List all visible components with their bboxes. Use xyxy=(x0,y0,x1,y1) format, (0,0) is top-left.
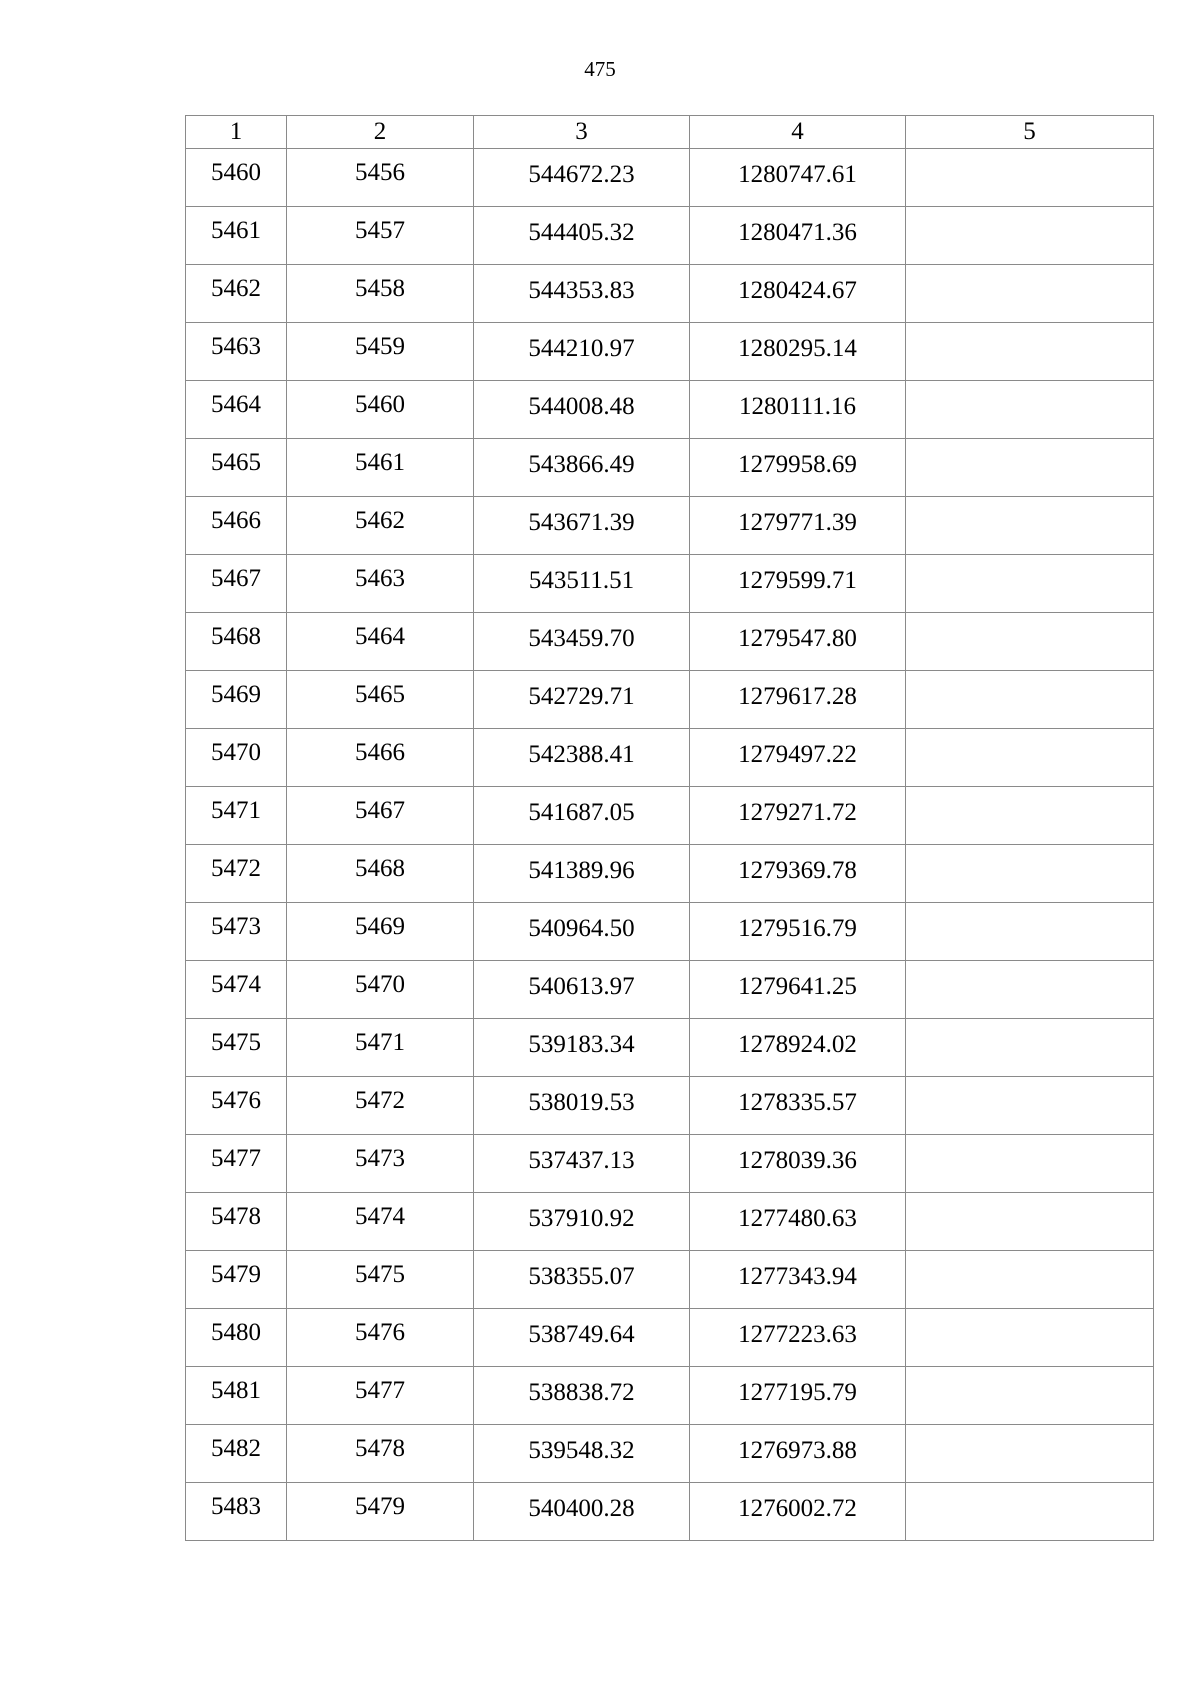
table-cell: 5471 xyxy=(186,787,287,845)
table-cell: 1277223.63 xyxy=(690,1309,906,1367)
table-row xyxy=(186,1309,1154,1367)
table-cell: 541687.05 xyxy=(474,787,690,845)
table-cell: 5457 xyxy=(287,207,474,265)
table-cell: 538749.64 xyxy=(474,1309,690,1367)
table-row xyxy=(186,207,1154,265)
table-cell: 544405.32 xyxy=(474,207,690,265)
table-cell: 540613.97 xyxy=(474,961,690,1019)
table-cell: 1279599.71 xyxy=(690,555,906,613)
column-header: 1 xyxy=(186,116,287,149)
table-cell: 1279547.80 xyxy=(690,613,906,671)
table-row xyxy=(186,961,1154,1019)
table-cell: 5478 xyxy=(287,1425,474,1483)
table-cell xyxy=(906,149,1154,207)
table-cell: 1280111.16 xyxy=(690,381,906,439)
table-cell: 5476 xyxy=(287,1309,474,1367)
table-cell: 538019.53 xyxy=(474,1077,690,1135)
table-row xyxy=(186,845,1154,903)
table-cell: 543511.51 xyxy=(474,555,690,613)
table-cell xyxy=(906,1483,1154,1541)
column-header: 3 xyxy=(474,116,690,149)
table-cell: 5468 xyxy=(287,845,474,903)
table-cell: 5472 xyxy=(186,845,287,903)
table-row xyxy=(186,1483,1154,1541)
table-cell xyxy=(906,1309,1154,1367)
table-cell xyxy=(906,265,1154,323)
table-cell: 5465 xyxy=(186,439,287,497)
table-cell: 5481 xyxy=(186,1367,287,1425)
table-cell: 539183.34 xyxy=(474,1019,690,1077)
table-cell xyxy=(906,961,1154,1019)
table-cell: 1279617.28 xyxy=(690,671,906,729)
column-header: 4 xyxy=(690,116,906,149)
table-row xyxy=(186,671,1154,729)
table-cell: 1278039.36 xyxy=(690,1135,906,1193)
table-row xyxy=(186,555,1154,613)
table-cell: 1279516.79 xyxy=(690,903,906,961)
table-cell xyxy=(906,903,1154,961)
coordinates-table xyxy=(185,115,1154,1541)
table-cell xyxy=(906,1135,1154,1193)
table-cell: 5460 xyxy=(186,149,287,207)
table-cell: 1278335.57 xyxy=(690,1077,906,1135)
table-cell: 5461 xyxy=(287,439,474,497)
table-cell xyxy=(906,729,1154,787)
table-cell: 5475 xyxy=(287,1251,474,1309)
table-row xyxy=(186,149,1154,207)
table-cell: 543459.70 xyxy=(474,613,690,671)
table-cell: 1276002.72 xyxy=(690,1483,906,1541)
table-cell: 5462 xyxy=(186,265,287,323)
table-row xyxy=(186,381,1154,439)
table-cell: 5473 xyxy=(287,1135,474,1193)
table-cell: 1279271.72 xyxy=(690,787,906,845)
table-cell: 5478 xyxy=(186,1193,287,1251)
table-cell: 5460 xyxy=(287,381,474,439)
table-cell: 5466 xyxy=(186,497,287,555)
table-cell xyxy=(906,1193,1154,1251)
table-row xyxy=(186,1019,1154,1077)
table-row xyxy=(186,1425,1154,1483)
table-cell xyxy=(906,497,1154,555)
table-cell: 5473 xyxy=(186,903,287,961)
table-cell: 5467 xyxy=(186,555,287,613)
table-row xyxy=(186,903,1154,961)
table-row xyxy=(186,613,1154,671)
table-cell: 1276973.88 xyxy=(690,1425,906,1483)
table-cell: 1277195.79 xyxy=(690,1367,906,1425)
table-cell: 5475 xyxy=(186,1019,287,1077)
page-number: 475 xyxy=(584,57,616,81)
table-cell xyxy=(906,1077,1154,1135)
table-cell: 537910.92 xyxy=(474,1193,690,1251)
table-cell: 5471 xyxy=(287,1019,474,1077)
table-cell: 5483 xyxy=(186,1483,287,1541)
table-row xyxy=(186,439,1154,497)
column-header: 5 xyxy=(906,116,1154,149)
table-cell: 1279369.78 xyxy=(690,845,906,903)
table-cell: 539548.32 xyxy=(474,1425,690,1483)
table-cell: 544008.48 xyxy=(474,381,690,439)
table-cell: 1279497.22 xyxy=(690,729,906,787)
table-cell: 1279958.69 xyxy=(690,439,906,497)
table-cell: 5461 xyxy=(186,207,287,265)
table-cell xyxy=(906,613,1154,671)
table-header-row xyxy=(186,116,1154,149)
table-cell xyxy=(906,671,1154,729)
table-cell xyxy=(906,1425,1154,1483)
table-cell xyxy=(906,207,1154,265)
table-cell: 1278924.02 xyxy=(690,1019,906,1077)
table-cell: 5477 xyxy=(287,1367,474,1425)
table-cell: 5463 xyxy=(186,323,287,381)
table-cell: 5464 xyxy=(186,381,287,439)
table-cell: 5477 xyxy=(186,1135,287,1193)
table-cell: 5469 xyxy=(186,671,287,729)
table-cell: 538838.72 xyxy=(474,1367,690,1425)
table-cell: 5468 xyxy=(186,613,287,671)
table-cell: 544672.23 xyxy=(474,149,690,207)
table-cell: 5456 xyxy=(287,149,474,207)
table-row xyxy=(186,497,1154,555)
table-cell: 5476 xyxy=(186,1077,287,1135)
table-row xyxy=(186,729,1154,787)
table-cell xyxy=(906,1019,1154,1077)
table-cell: 5470 xyxy=(287,961,474,1019)
table-cell: 5458 xyxy=(287,265,474,323)
table-cell: 541389.96 xyxy=(474,845,690,903)
table-cell: 1280471.36 xyxy=(690,207,906,265)
table-row xyxy=(186,1193,1154,1251)
table-cell: 1279771.39 xyxy=(690,497,906,555)
table-cell: 542729.71 xyxy=(474,671,690,729)
table-cell: 5467 xyxy=(287,787,474,845)
table-cell: 544210.97 xyxy=(474,323,690,381)
table-cell: 537437.13 xyxy=(474,1135,690,1193)
table-row xyxy=(186,1135,1154,1193)
table-cell: 5469 xyxy=(287,903,474,961)
table-row xyxy=(186,1077,1154,1135)
table-cell: 5474 xyxy=(287,1193,474,1251)
table-cell: 1280424.67 xyxy=(690,265,906,323)
table-cell xyxy=(906,439,1154,497)
table-cell: 5465 xyxy=(287,671,474,729)
table-cell: 1280295.14 xyxy=(690,323,906,381)
table-row xyxy=(186,1251,1154,1309)
table-cell: 5463 xyxy=(287,555,474,613)
table-row xyxy=(186,265,1154,323)
table-cell: 540400.28 xyxy=(474,1483,690,1541)
table-cell: 5462 xyxy=(287,497,474,555)
table-cell: 5459 xyxy=(287,323,474,381)
table-cell: 5470 xyxy=(186,729,287,787)
table-cell: 5464 xyxy=(287,613,474,671)
table-cell: 5472 xyxy=(287,1077,474,1135)
table-cell: 540964.50 xyxy=(474,903,690,961)
column-header: 2 xyxy=(287,116,474,149)
table-cell: 5466 xyxy=(287,729,474,787)
table-cell: 5479 xyxy=(287,1483,474,1541)
table-cell xyxy=(906,1367,1154,1425)
table-cell xyxy=(906,323,1154,381)
table-cell xyxy=(906,787,1154,845)
table-cell xyxy=(906,381,1154,439)
table-cell: 1279641.25 xyxy=(690,961,906,1019)
table-row xyxy=(186,1367,1154,1425)
table-cell: 1280747.61 xyxy=(690,149,906,207)
table-body xyxy=(186,116,1154,1541)
table-cell: 538355.07 xyxy=(474,1251,690,1309)
table-cell: 5474 xyxy=(186,961,287,1019)
table-cell xyxy=(906,555,1154,613)
table-cell: 1277343.94 xyxy=(690,1251,906,1309)
table-cell: 5480 xyxy=(186,1309,287,1367)
table-cell: 544353.83 xyxy=(474,265,690,323)
table-cell: 543671.39 xyxy=(474,497,690,555)
table-row xyxy=(186,787,1154,845)
table-cell xyxy=(906,1251,1154,1309)
table-cell xyxy=(906,845,1154,903)
table-cell: 5479 xyxy=(186,1251,287,1309)
table-cell: 5482 xyxy=(186,1425,287,1483)
table-cell: 1277480.63 xyxy=(690,1193,906,1251)
table-row xyxy=(186,323,1154,381)
table-cell: 543866.49 xyxy=(474,439,690,497)
table-cell: 542388.41 xyxy=(474,729,690,787)
